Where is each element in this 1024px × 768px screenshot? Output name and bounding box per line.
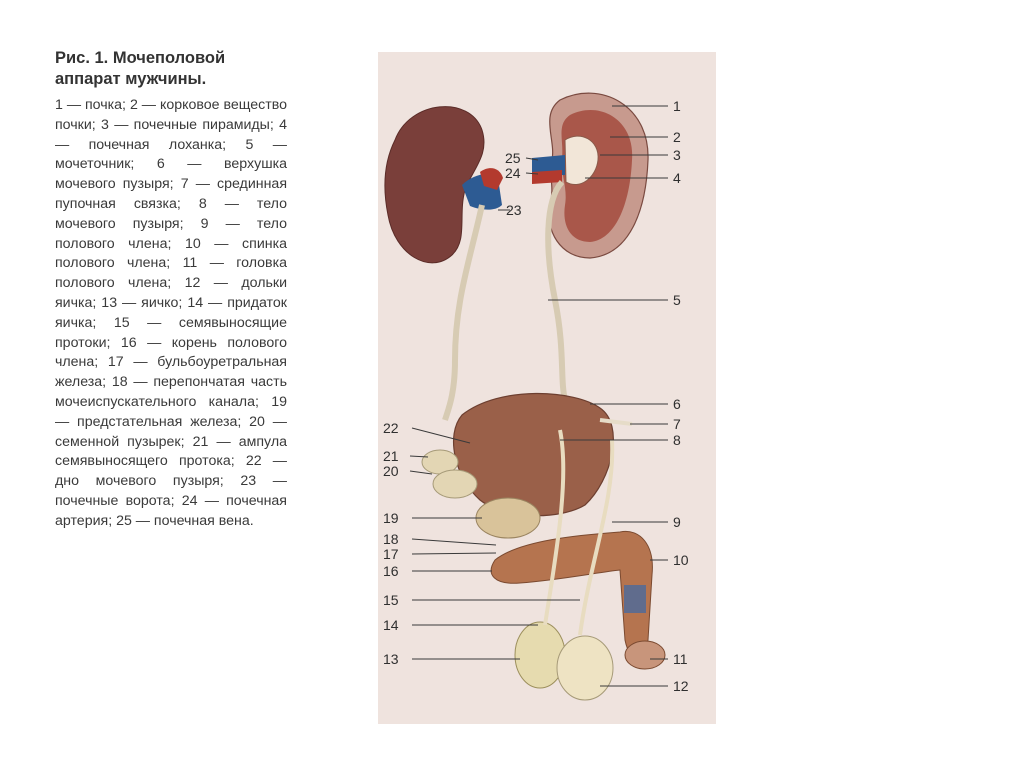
seminal-vesicle (433, 470, 477, 498)
label-3: 3 (673, 147, 681, 163)
figure-title: Рис. 1. Мочеполовой аппарат мужчины. (55, 49, 226, 88)
penis-cross-section (624, 585, 646, 613)
glans-penis (625, 641, 665, 669)
label-6: 6 (673, 396, 681, 412)
renal-artery-right (532, 170, 562, 184)
label-18: 18 (383, 531, 399, 547)
label-13: 13 (383, 651, 399, 667)
label-7: 7 (673, 416, 681, 432)
label-24: 24 (505, 165, 521, 181)
label-14: 14 (383, 617, 399, 633)
label-16: 16 (383, 563, 399, 579)
testis-lobules (557, 636, 613, 700)
figure-legend: 1 — почка; 2 — корковое вещество почки; 3 — почечные пирамиды; 4 — почечная лоханка; 5 — мочеточник; 6 — верхушка мочевого пузыря; 7 — срединная пупочная связка; 8 — тело мочевого пузыря; 9 — тело полового члена; 10 — спинка полового члена; 11 — головка полового члена; 12 — дольки яичка; 13 — яичко; 14 — придаток яичка; 15 — семявыносящие протоки; 16 — корень полового члена; 17 — бульбоуретральная железа; 18 — перепончатая часть мочеиспускательного канала; 19 — предстательная железа; 20 — семенной пузырек; 21 — ампула семявыносящего протока; 22 — дно мочевого пузыря; 23 — почечные ворота; 24 — почечная артерия; 25 — почечная вена. (55, 97, 287, 529)
label-1: 1 (673, 98, 681, 114)
label-15: 15 (383, 592, 399, 608)
label-21: 21 (383, 448, 399, 464)
prostate-gland (476, 498, 540, 538)
label-10: 10 (673, 552, 689, 568)
label-12: 12 (673, 678, 689, 694)
label-2: 2 (673, 129, 681, 145)
urinary-bladder (454, 393, 614, 515)
testis (515, 622, 565, 688)
label-9: 9 (673, 514, 681, 530)
label-8: 8 (673, 432, 681, 448)
label-17: 17 (383, 546, 399, 562)
label-25: 25 (505, 150, 521, 166)
label-22: 22 (383, 420, 399, 436)
label-5: 5 (673, 292, 681, 308)
label-20: 20 (383, 463, 399, 479)
label-4: 4 (673, 170, 681, 186)
label-11: 11 (673, 651, 688, 667)
label-19: 19 (383, 510, 399, 526)
label-23: 23 (506, 202, 522, 218)
